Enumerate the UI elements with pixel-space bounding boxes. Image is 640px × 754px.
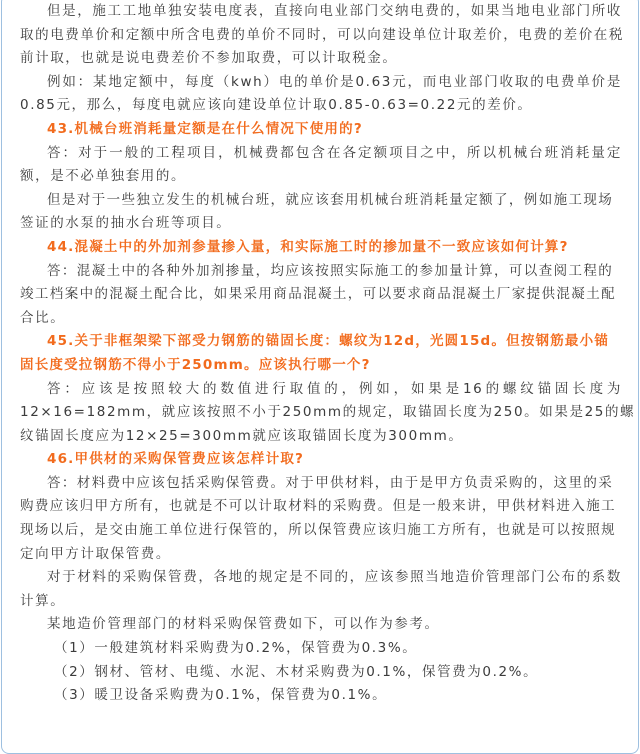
text-line: 前计取，也就是说电费差价不参加取费，可以计取税金。 (20, 50, 398, 67)
text-line: 答：混凝土中的各种外加剂掺量，均应该按照实际施工的参加量计算，可以查阅工程的 (47, 262, 614, 279)
text-line: （1）一般建筑材料采购费为0.2%，保管费为0.3%。 (54, 640, 418, 657)
text-line: 但是对于一些独立发生的机械台班，就应该套用机械台班消耗量定额了，例如施工现场 (47, 191, 614, 208)
text-line: 答：对于一般的工程项目，机械费都包含在各定额项目之中，所以机械台班消耗量定 (47, 144, 622, 161)
article-body (20, 0, 636, 708)
text-line: 纹锚固长度应为12×25=300mm就应该取锚固长度为300mm。 (20, 427, 464, 444)
text-line: 签证的水泵的抽水台班等项目。 (20, 215, 232, 232)
question-heading: 44.混凝土中的外加剂参量掺入量，和实际施工时的掺加量不一致应该如何计算? (47, 238, 569, 255)
text-line: 答：材料费中应该包括采购保管费。对于甲供材料，由于是甲方负责采购的，这里的采 (47, 474, 614, 491)
text-line: 但是，施工工地单独安装电度表，直接向电业部门交纳电费的，如果当地电业部门所收 (47, 3, 622, 19)
question-heading: 固长度受拉钢筋不得小于250mm。应该执行哪一个? (20, 356, 371, 373)
text-line: 某地造价管理部门的材料采购保管费如下，可以作为参考。 (47, 616, 440, 633)
text-line: 取的电费单价和定额中所含电费的单价不同时，可以向建设单位计取差价，电费的差价在税 (20, 26, 624, 43)
text-line: 现场以后，是交由施工单位进行保管的，所以保管费应该归施工方所有，也就是可以按照规 (20, 522, 616, 539)
text-line: 合比。 (20, 309, 66, 326)
text-line: 答：应该是按照较大的数值进行取值的，例如，如果是16的螺纹锚固长度为 (47, 380, 622, 397)
text-line: （2）钢材、管材、电缆、水泥、木材采购费为0.1%，保管费为0.2%。 (54, 663, 539, 680)
text-line: （3）暖卫设备采购费为0.1%，保管费为0.1%。 (54, 687, 388, 704)
text-line: 竣工档案中的混凝土配合比，如果采用商品混凝土，可以要求商品混凝土厂家提供混凝土配 (20, 286, 616, 303)
text-line: 0.85元，那么，每度电就应该向建设单位计取0.85-0.63=0.22元的差价。 (20, 97, 533, 114)
question-heading: 46.甲供材的采购保管费应该怎样计取? (47, 451, 305, 468)
question-heading: 43.机械台班消耗量定额是在什么情况下使用的? (47, 120, 363, 137)
text-line: 12×16=182mm，就应该按照不小于250mm的规定，取锚固长度为250。如果是25的螺 (20, 404, 636, 421)
text-line: 例如：某地定额中，每度（kwh）电的单价是0.63元，而电业部门收取的电费单价是 (47, 73, 622, 90)
text-line: 额，是不必单独套用的。 (20, 168, 187, 185)
question-heading: 45.关于非框架梁下部受力钢筋的锚固长度：螺纹为12d，光圆15d。但按钢筋最小锚 (47, 333, 610, 350)
text-line: 购费应该归甲方所有，也就是不可以计取材料的采购费。但是一般来讲，甲供材料进入施工 (20, 498, 616, 515)
text-line: 对于材料的采购保管费，各地的规定是不同的，应该参照当地造价管理部门公布的系数 (47, 569, 622, 586)
text-line: 计算。 (20, 592, 66, 609)
text-line: 定向甲方计取保管费。 (20, 545, 171, 562)
